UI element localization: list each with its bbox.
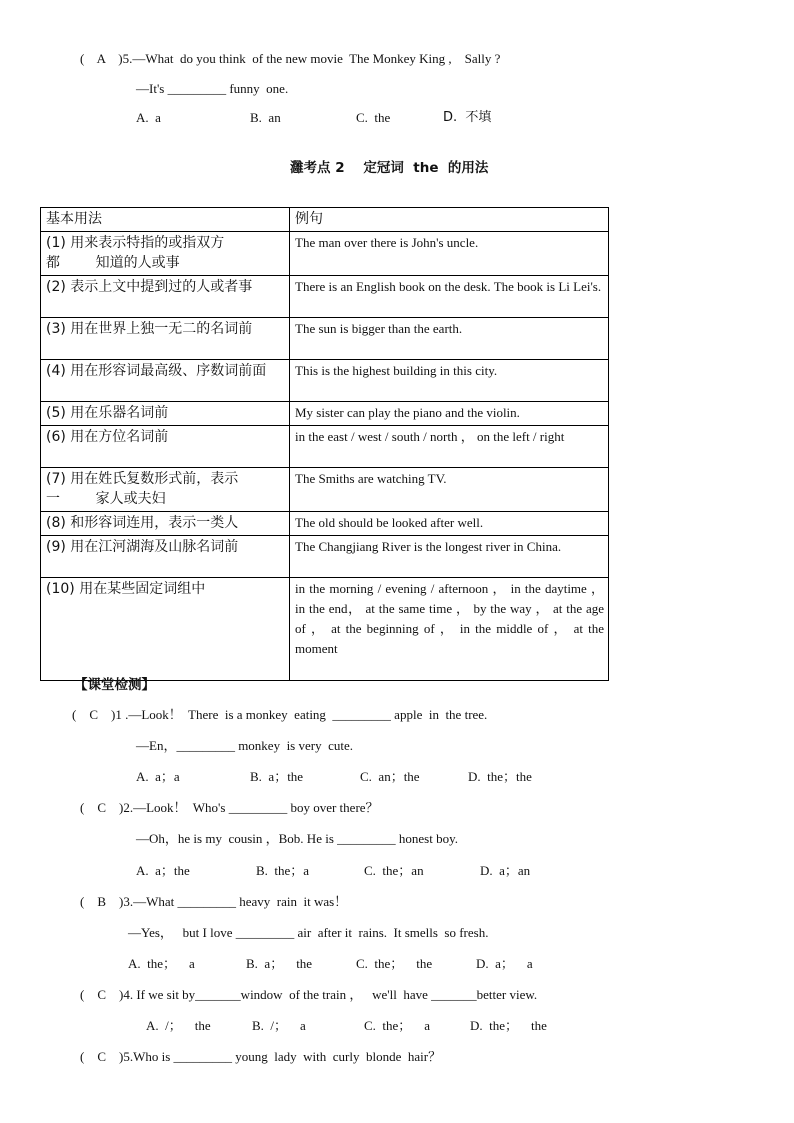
usage-cell: (9) 用在江河湖海及山脉名词前 <box>41 536 290 578</box>
check-title: 【课堂检测】 <box>74 677 155 693</box>
example-cell: The man over there is John's uncle. <box>290 232 609 276</box>
usage-cell: (5) 用在乐器名词前 <box>41 402 290 426</box>
q3-option-c: C. the； the <box>356 956 433 971</box>
example-cell: The Changjiang River is the longest river in China. <box>290 536 609 578</box>
q2-option-c: C. the；an <box>364 863 424 878</box>
q2-option-d: D. a；an <box>480 863 531 878</box>
q2-option-a: A. a；the <box>136 863 190 878</box>
table-row <box>41 468 609 512</box>
usage-cell: (4) 用在形容词最高级、序数词前面 <box>41 360 290 402</box>
section-title: 灉考点 2 定冠词 the 的用法 <box>290 160 489 176</box>
q1-option-b: B. a；the <box>250 769 304 784</box>
example-cell: The Smiths are watching TV. <box>290 468 609 512</box>
top-question-stem: ( A )5.—What do you think of the new movie The Monkey King , Sally ? <box>80 51 501 66</box>
usage-cell: (2) 表示上文中提到过的人或者事 <box>41 276 290 318</box>
table-row <box>41 578 609 681</box>
q1-option-c: C. an；the <box>360 769 420 784</box>
usage-cell: (7) 用在姓氏复数形式前，表示一 家人或夫妇 <box>41 468 290 512</box>
usage-cell: (6) 用在方位名词前 <box>41 426 290 468</box>
example-cell: in the morning / evening / afternoon ， in the daytime ， in the end， at the same time ， by the way ， at the age of ， at the beginning of ， in the middle of ， at the moment <box>290 578 609 681</box>
top-option-d: D. 不填 <box>443 110 492 125</box>
question-2-reply: —Oh，he is my cousin ，Bob. He is _________ honest boy. <box>136 831 458 846</box>
table-header-row <box>41 208 609 232</box>
q3-option-d: D. a； a <box>476 956 533 971</box>
question-2-stem: ( C )2.—Look！ Who's _________ boy over there？ <box>80 800 379 815</box>
example-cell: in the east / west / south / north ， on the left / right <box>290 426 609 468</box>
table-row <box>41 402 609 426</box>
example-cell: There is an English book on the desk. The book is Li Lei's. <box>290 276 609 318</box>
q2-option-b: B. the；a <box>256 863 310 878</box>
the-usage-table <box>40 207 609 681</box>
table-row <box>41 536 609 578</box>
table-row <box>41 360 609 402</box>
question-4-stem: ( C )4. If we sit by_______window of the train ， we'll have _______better view. <box>80 987 538 1002</box>
q4-option-a: A. /； the <box>146 1018 211 1033</box>
table-row <box>41 276 609 318</box>
top-option-c: C. the <box>356 110 391 125</box>
question-3-stem: ( B )3.—What _________ heavy rain it was！ <box>80 894 348 909</box>
usage-cell: (3) 用在世界上独一无二的名词前 <box>41 318 290 360</box>
top-option-a: A. a <box>136 110 161 125</box>
usage-cell: (1) 用来表示特指的或指双方都 知道的人或事 <box>41 232 290 276</box>
question-5-stem: ( C )5.Who is _________ young lady with curly blonde hair？ <box>80 1049 442 1064</box>
question-1-reply: —En，_________ monkey is very cute. <box>136 738 353 753</box>
example-cell: The old should be looked after well. <box>290 512 609 536</box>
top-question-reply: —It's _________ funny one. <box>136 81 289 96</box>
q4-option-b: B. /； a <box>252 1018 306 1033</box>
q1-option-d: D. the；the <box>468 769 532 784</box>
header-usage: 基本用法 <box>41 208 290 232</box>
usage-cell: (10) 用在某些固定词组中 <box>41 578 290 681</box>
top-option-b: B. an <box>250 110 281 125</box>
table-row <box>41 426 609 468</box>
usage-cell: (8) 和形容词连用，表示一类人 <box>41 512 290 536</box>
q4-option-d: D. the； the <box>470 1018 547 1033</box>
question-1-stem: ( C )1 .—Look！ There is a monkey eating _________ apple in the tree. <box>72 707 488 722</box>
table-row <box>41 318 609 360</box>
header-example: 例句 <box>290 208 609 232</box>
q3-option-b: B. a； the <box>246 956 313 971</box>
table-row <box>41 232 609 276</box>
q4-option-c: C. the； a <box>364 1018 431 1033</box>
question-3-reply: —Yes， but I love _________ air after it rains. It smells so fresh. <box>128 925 489 940</box>
q3-option-a: A. the； a <box>128 956 195 971</box>
example-cell: My sister can play the piano and the violin. <box>290 402 609 426</box>
example-cell: The sun is bigger than the earth. <box>290 318 609 360</box>
table-row <box>41 512 609 536</box>
q1-option-a: A. a；a <box>136 769 180 784</box>
example-cell: This is the highest building in this city. <box>290 360 609 402</box>
